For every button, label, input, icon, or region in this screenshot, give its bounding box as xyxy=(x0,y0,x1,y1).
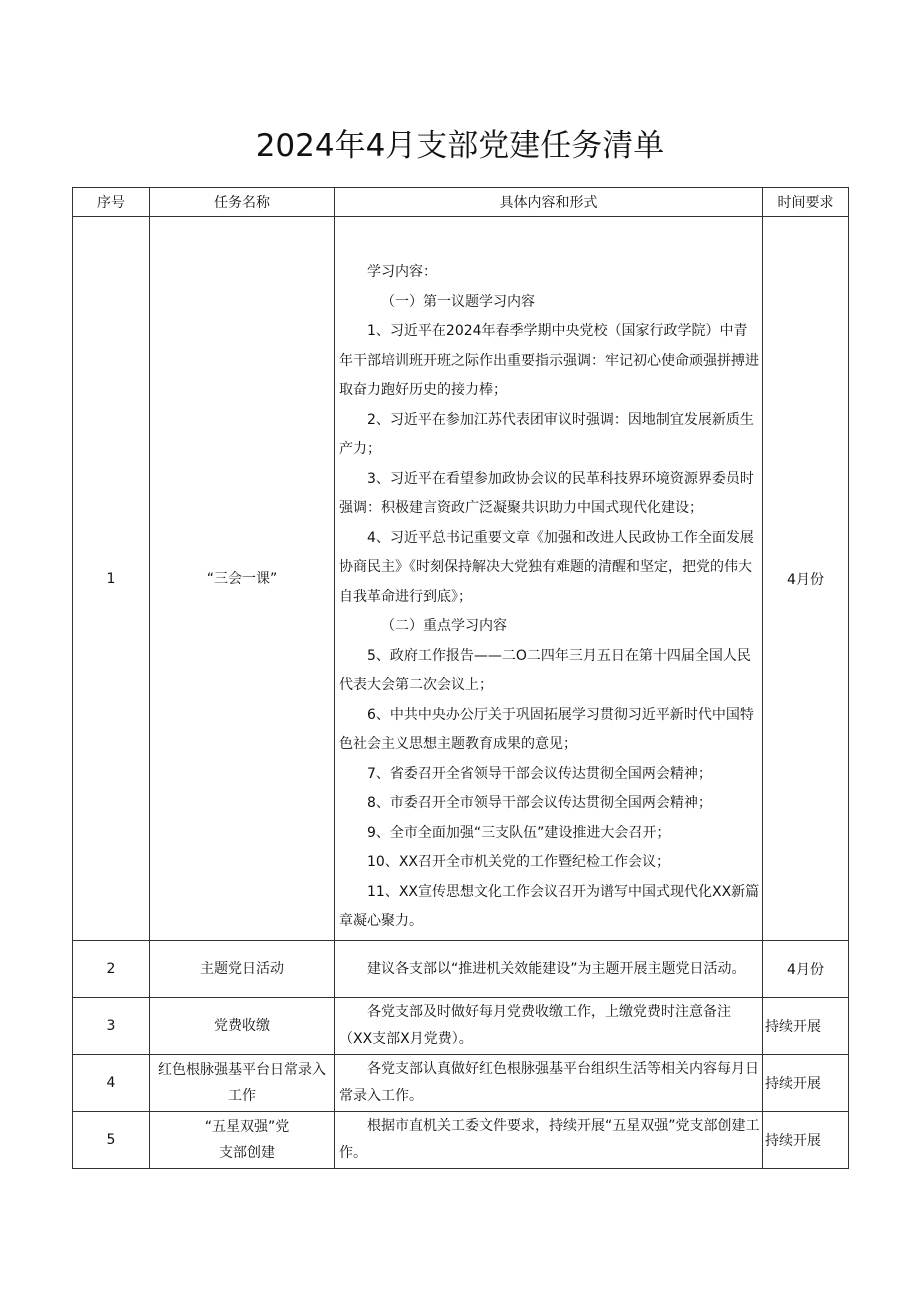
task-content xyxy=(335,998,763,1055)
header-no: 序号 xyxy=(73,188,150,217)
header-content: 具体内容和形式 xyxy=(335,188,763,217)
task-name: “三会一课” xyxy=(150,217,335,941)
row-number: 2 xyxy=(73,941,150,998)
table-row xyxy=(73,217,849,941)
content-line: 各党支部及时做好每月党费收缴工作，上缴党费时注意备注（XX支部X月党费）。 xyxy=(339,1004,731,1047)
content-line: 各党支部认真做好红色根脉强基平台组织生活等相关内容每月日常录入工作。 xyxy=(339,1061,759,1104)
row-number: 5 xyxy=(73,1112,150,1169)
time-requirement: 持续开展 xyxy=(763,1112,849,1169)
task-name: “五星双强”党支部创建 xyxy=(150,1112,335,1169)
row-number: 4 xyxy=(73,1055,150,1112)
content-line: 11、XX宣传思想文化工作会议召开为谱写中国式现代化XX新篇章凝心聚力。 xyxy=(339,883,760,930)
row-number: 1 xyxy=(73,217,150,941)
task-name: 党费收缴 xyxy=(150,998,335,1055)
task-name: 主题党日活动 xyxy=(150,941,335,998)
document-title: 2024年4月支部党建任务清单 xyxy=(255,128,665,164)
task-content xyxy=(335,1055,763,1112)
content-line: 7、省委召开全省领导干部会议传达贯彻全国两会精神； xyxy=(367,765,712,782)
content-line: 6、中共中央办公厅关于巩固拓展学习贯彻习近平新时代中国特色社会主义思想主题教育成果的意见； xyxy=(339,706,754,753)
header-time: 时间要求 xyxy=(763,188,849,217)
content-line: 建议各支部以“推进机关效能建设”为主题开展主题党日活动。 xyxy=(367,960,746,977)
content-line: 2、习近平在参加江苏代表团审议时强调：因地制宜发展新质生产力； xyxy=(339,411,754,458)
content-section-heading: （一）第一议题学习内容 xyxy=(381,293,535,310)
content-line: 10、XX召开全市机关党的工作暨纪检工作会议； xyxy=(367,854,670,871)
content-line: 3、习近平在看望参加政协会议的民革科技界环境资源界委员时强调：积极建言资政广泛凝聚共识助力中国式现代化建设； xyxy=(339,470,754,517)
task-table xyxy=(72,187,849,1169)
content-line: 8、市委召开全市领导干部会议传达贯彻全国两会精神； xyxy=(367,795,712,812)
task-content xyxy=(335,1112,763,1169)
content-line: 5、政府工作报告——二O二四年三月五日在第十四届全国人民代表大会第二次会议上； xyxy=(339,647,751,694)
content-line: 4、习近平总书记重要文章《加强和改进人民政协工作全面发展协商民主》《时刻保持解决大党独有难题的清醒和坚定，把党的伟大自我革命进行到底》； xyxy=(339,529,754,605)
table-row xyxy=(73,941,849,998)
table-row xyxy=(73,1055,849,1112)
content-section-heading: （二）重点学习内容 xyxy=(381,618,507,635)
task-content xyxy=(335,941,763,998)
time-requirement: 持续开展 xyxy=(763,998,849,1055)
row-number: 3 xyxy=(73,998,150,1055)
task-name: 红色根脉强基平台日常录入工作 xyxy=(150,1055,335,1112)
content-line: 1、习近平在2024年春季学期中央党校（国家行政学院）中青年干部培训班开班之际作出重要指示强调：牢记初心使命顽强拼搏进取奋力跑好历史的接力棒； xyxy=(339,323,759,399)
table-row xyxy=(73,1112,849,1169)
time-requirement: 4月份 xyxy=(763,217,849,941)
time-requirement: 持续开展 xyxy=(763,1055,849,1112)
content-line: 9、全市全面加强“三支队伍”建设推进大会召开； xyxy=(367,824,671,841)
task-content xyxy=(335,217,763,941)
table-header-row xyxy=(73,188,849,217)
table-row xyxy=(73,998,849,1055)
time-requirement: 4月份 xyxy=(763,941,849,998)
header-task-name: 任务名称 xyxy=(150,188,335,217)
content-line: 学习内容： xyxy=(367,264,437,281)
content-line: 根据市直机关工委文件要求，持续开展“五星双强”党支部创建工作。 xyxy=(339,1118,760,1161)
